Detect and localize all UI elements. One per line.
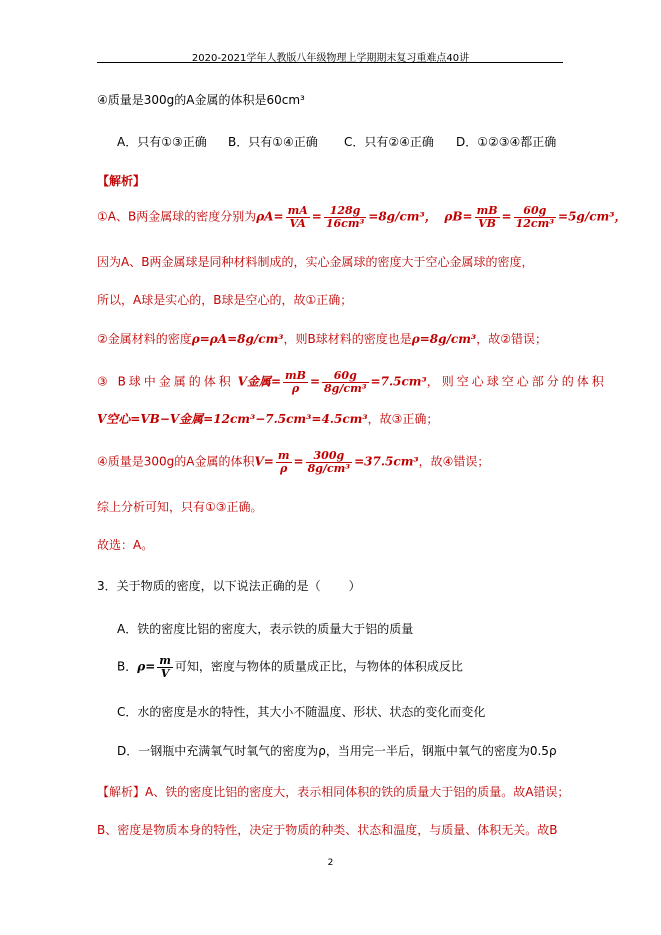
q2-option-d: D．①②③④都正确 (456, 135, 557, 149)
s5-text-1: ③ B球中金属的体积 (97, 374, 234, 389)
s1-result-b: =5g/cm³， (558, 209, 627, 224)
s5-eq: = (309, 374, 321, 389)
page-header: 2020-2021学年人教版八年级物理上学期期末复习重难点40讲 (191, 53, 470, 64)
frac-num: 60g (322, 370, 369, 383)
s1-frac-ma-va (286, 205, 310, 229)
s6-text: ，故③正确； (367, 412, 439, 426)
q2-option-b: B．只有①④正确 (228, 135, 318, 149)
frac-num: m (277, 449, 290, 462)
s1-frac-mb-vb (475, 205, 500, 229)
frac-den: VB (478, 216, 496, 230)
q3-b-label: B． (117, 659, 138, 674)
s1-eq: = (311, 209, 322, 224)
frac-num: m (159, 654, 171, 667)
s5-result: =7.5cm³ (370, 374, 427, 389)
s7-eq: = (293, 454, 304, 469)
q3-option-d: D．一钢瓶中充满氧气时氧气的密度为ρ，当用完一半后，钢瓶中氧气的密度为0.5ρ (117, 744, 557, 758)
frac-num: 128g (324, 205, 366, 218)
q3-b-rho: ρ= (137, 659, 156, 674)
q2-option-a: A．只有①③正确 (117, 135, 207, 149)
s1-eq2: = (501, 209, 512, 224)
s6-formula: V空心=VB−V金属=12cm³−7.5cm³=4.5cm³ (97, 412, 368, 426)
q2-option-c: C．只有②④正确 (344, 135, 434, 149)
frac-num: mB (476, 204, 498, 217)
frac-num: 60g (514, 205, 556, 218)
solution-line-4 (97, 330, 547, 347)
s1-frac-60-12 (514, 205, 556, 229)
frac-num: 300g (306, 450, 353, 463)
s5-v-metal: V金属= (237, 374, 282, 389)
s7-frac-300-8 (306, 450, 353, 474)
q3-option-c: C．水的密度是水的特性，其大小不随温度、形状、状态的变化而变化 (117, 705, 486, 719)
q3-stem-text: 3．关于物质的密度，以下说法正确的是（ (97, 579, 321, 593)
s7-frac-m-rho (276, 450, 292, 474)
s1-frac-128-16 (324, 205, 366, 229)
frac-den: 16cm³ (325, 216, 365, 230)
s7-text-1: ④质量是300g的A金属的体积 (97, 454, 255, 469)
frac-den: VA (289, 216, 306, 230)
q3-option-a: A．铁的密度比铝的密度大，表示铁的质量大于铝的质量 (117, 622, 414, 636)
solution-choice: 故选：A。 (97, 538, 154, 552)
solution-line-3: 所以，A球是实心的，B球是空心的，故①正确； (97, 293, 353, 307)
q3-analysis-line-2: B、密度是物质本身的特性，决定于物质的种类、状态和温度，与质量、体积无关。故B (97, 823, 558, 837)
s4-text-2: ，则B球材料的密度也是 (283, 332, 412, 346)
q3-stem-end: ） (348, 579, 361, 593)
frac-num: mB (285, 369, 306, 382)
solution-conclusion: 综上分析可知，只有①③正确。 (97, 500, 263, 514)
solution-line-2: 因为A、B两金属球是同种材料制成的，实心金属球的密度大于空心金属球的密度， (97, 255, 534, 269)
frac-den: ρ (280, 461, 288, 475)
q3-analysis-line-1 (97, 783, 569, 800)
s4-text-3: ，故②错误； (476, 332, 547, 346)
q3-stem (97, 577, 361, 594)
q3-b-frac (157, 655, 173, 679)
s1-result-a: =8g/cm³， (368, 209, 437, 224)
s4-formula-2: ρ=8g/cm³ (411, 332, 477, 346)
s4-text-1: ②金属材料的密度 (97, 332, 192, 346)
s1-text: ①A、B两金属球的密度分别为 (97, 209, 257, 224)
analysis-tag: 【解析】 (97, 174, 146, 188)
q3-b-text: 可知，密度与物体的质量成正比，与物体的体积成反比 (174, 659, 463, 674)
s7-result: =37.5cm³ (354, 454, 419, 469)
frac-den: ρ (291, 381, 300, 395)
s5-frac-60-8 (322, 370, 369, 394)
s4-formula-1: ρ=ρA=8g/cm³ (191, 332, 284, 346)
q3-option-b (117, 655, 463, 679)
frac-den: V (160, 666, 170, 680)
frac-den: 8g/cm³ (324, 381, 367, 395)
frac-num: mA (287, 204, 308, 217)
s7-v: V= (254, 454, 274, 469)
q2-statement-4: ④质量是300g的A金属的体积是60cm³ (97, 93, 305, 107)
header-rule (97, 62, 563, 63)
solution-line-1 (97, 205, 626, 229)
frac-den: 8g/cm³ (307, 461, 351, 475)
s1-rho-a: ρA= (256, 209, 284, 224)
q3-analysis-text-1: A、铁的密度比铝的密度大，表示相同体积的铁的质量大于铝的质量。故A错误； (145, 785, 570, 799)
solution-line-6 (97, 410, 438, 427)
s7-text-2: ，故④错误； (418, 454, 490, 469)
s5-frac-mb-rho (283, 370, 308, 394)
solution-line-5 (97, 370, 607, 394)
q3-analysis-tag: 【解析】 (97, 785, 146, 799)
frac-den: 12cm³ (515, 216, 555, 230)
solution-line-7 (97, 450, 489, 474)
s5-text-2: ，则空心球空心部分的体积 (426, 374, 607, 389)
page-number: 2 (327, 858, 334, 868)
s1-rho-b: ρB= (444, 209, 473, 224)
